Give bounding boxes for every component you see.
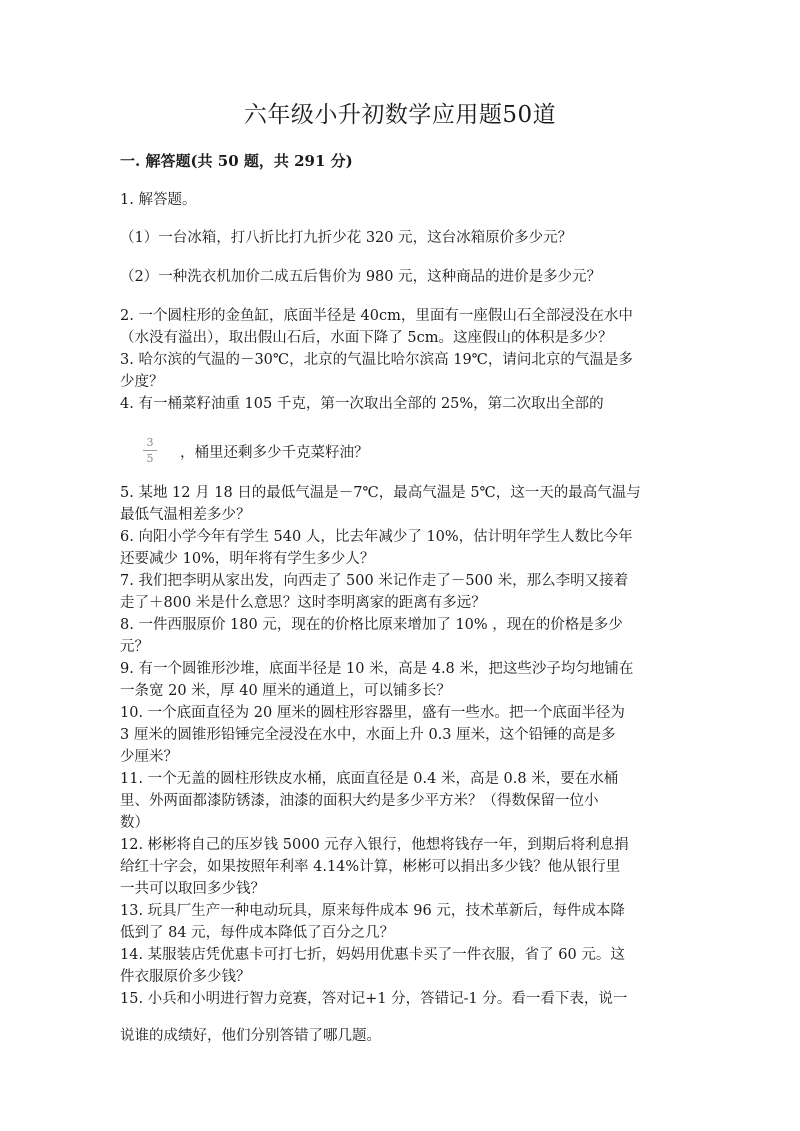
text-line: 件衣服原价多少钱？ — [120, 969, 251, 985]
text-line: 给红十字会，如果按照年利率 4.14%计算，彬彬可以捐出多少钱？他从银行里 — [120, 859, 621, 875]
fraction-question-text: ，桶里还剩多少千克菜籽油？ — [180, 445, 369, 461]
text-line: 4. 有一桶菜籽油重 105 千克，第一次取出全部的 25%，第二次取出全部的 — [120, 396, 604, 412]
text-line: 数） — [120, 815, 149, 831]
text-line: 9. 有一个圆锥形沙堆，底面半径是 10 米，高是 4.8 米，把这些沙子均匀地铺在 — [120, 661, 634, 677]
fraction-numerator: 3 — [146, 436, 154, 449]
text-line: 2. 一个圆柱形的金鱼缸，底面半径是 40cm，里面有一座假山石全部浸没在水中 — [120, 308, 633, 324]
text-line: 7. 我们把李明从家出发，向西走了 500 米记作走了－500 米，那么李明又接着 — [120, 573, 629, 589]
text-line: 1. 解答题。 — [120, 192, 197, 208]
text-line: 12. 彬彬将自己的压岁钱 5000 元存入银行，他想将钱存一年，到期后将利息捐 — [120, 837, 629, 853]
fraction-three-fifths — [143, 436, 157, 465]
text-line: 3. 哈尔滨的气温的－30℃，北京的气温比哈尔滨高 19℃，请问北京的气温是多 — [120, 352, 633, 368]
text-line: 少度？ — [120, 374, 164, 390]
text-line: 15. 小兵和小明进行智力竞赛，答对记+1 分，答错记-1 分。看一看下表，说一 — [120, 991, 628, 1007]
section-heading: 一. 解答题(共 50 题，共 291 分) — [120, 152, 353, 170]
text-line: （2）一种洗衣机加价二成五后售价为 980 元，这种商品的进价是多少元？ — [120, 269, 602, 285]
fraction-denominator: 5 — [146, 452, 154, 465]
page-title: 六年级小升初数学应用题50道 — [243, 102, 557, 128]
text-line: 6. 向阳小学今年有学生 540 人，比去年减少了 10%，估计明年学生人数比今年 — [120, 529, 633, 545]
text-line: 低到了 84 元，每件成本降低了百分之几？ — [120, 925, 395, 941]
text-line: 8. 一件西服原价 180 元，现在的价格比原来增加了 10% ，现在的价格是多少 — [120, 617, 623, 633]
text-line: 11. 一个无盖的圆柱形铁皮水桶，底面直径是 0.4 米，高是 0.8 米，要在水桶 — [120, 771, 619, 787]
text-line: 元？ — [120, 639, 149, 655]
text-line: 说谁的成绩好，他们分别答错了哪几题。 — [120, 1028, 381, 1044]
text-line: （水没有溢出），取出假山石后，水面下降了 5cm。这座假山的体积是多少？ — [120, 330, 613, 346]
text-line: （1）一台冰箱，打八折比打九折少花 320 元，这台冰箱原价多少元？ — [120, 230, 573, 246]
text-line: 里、外两面都漆防锈漆，油漆的面积大约是多少平方米？（得数保留一位小 — [120, 793, 599, 809]
text-line: 10. 一个底面直径为 20 厘米的圆柱形容器里，盛有一些水。把一个底面半径为 — [120, 705, 625, 721]
text-line: 13. 玩具厂生产一种电动玩具，原来每件成本 96 元，技术革新后，每件成本降 — [120, 903, 625, 919]
text-line: 一条宽 20 米，厚 40 厘米的通道上，可以铺多长？ — [120, 683, 451, 699]
text-line: 少厘米？ — [120, 749, 178, 765]
text-line: 走了＋800 米是什么意思？这时李明离家的距离有多远？ — [120, 595, 486, 611]
text-line: 最低气温相差多少？ — [120, 507, 251, 523]
text-line: 3 厘米的圆锥形铅锤完全浸没在水中，水面上升 0.3 厘米，这个铅锤的高是多 — [120, 727, 616, 743]
text-line: 一共可以取回多少钱？ — [120, 881, 265, 897]
text-line: 还要减少 10%，明年将有学生多少人？ — [120, 551, 375, 567]
fraction-bar — [143, 450, 157, 451]
text-line: 14. 某服装店凭优惠卡可打七折，妈妈用优惠卡买了一件衣服，省了 60 元。这 — [120, 947, 625, 963]
text-line: 5. 某地 12 月 18 日的最低气温是－7℃，最高气温是 5℃，这一天的最高气温与 — [120, 485, 641, 501]
